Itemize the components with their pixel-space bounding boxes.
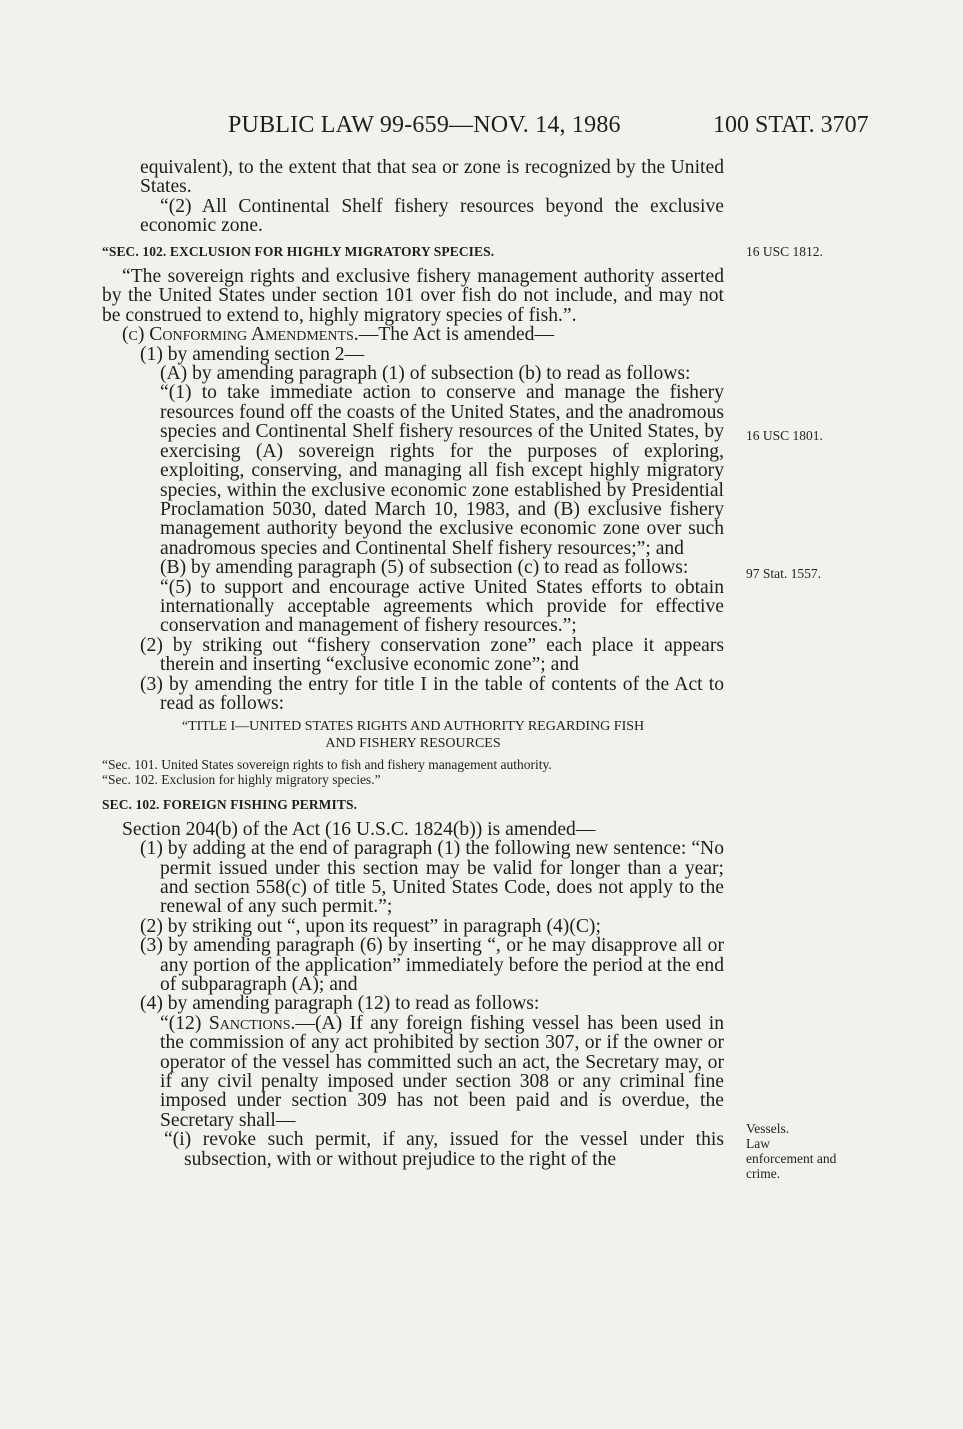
paragraph: “The sovereign rights and exclusive fishery management authority asserted by the United States under section 101 over fish do not include, and may not be construed to extend to, highly migratory species of fish.”. — [102, 266, 724, 326]
margin-note-line: crime. — [746, 1166, 781, 1181]
section-heading-102: “SEC. 102. EXCLUSION FOR HIGHLY MIGRATORY SPECIES. — [102, 243, 495, 259]
paragraph: Section 204(b) of the Act (16 U.S.C. 1824(b)) is amended— — [122, 818, 596, 840]
paragraph: equivalent), to the extent that that sea or zone is recognized by the United States. — [140, 157, 724, 198]
paragraph: “(2) All Continental Shelf fishery resources beyond the exclusive economic zone. — [140, 195, 724, 237]
sanctions-label: Sanctions. — [208, 1012, 296, 1034]
paragraph: (1) by amending section 2— — [140, 343, 365, 365]
subsection-text: —The Act is amended— — [358, 324, 555, 346]
toc-title-line: “TITLE I—UNITED STATES RIGHTS AND AUTHORITY REGARDING FISH — [181, 719, 645, 735]
body-text — [102, 158, 724, 1169]
toc-title-line: AND FISHERY RESOURCES — [325, 736, 501, 752]
margin-note-16-usc-1801: 16 USC 1801. — [746, 428, 823, 443]
paragraph: (3) by amending the entry for title I in the table of contents of the Act to read as follows: — [140, 673, 724, 714]
toc-title — [102, 718, 724, 752]
paragraph: (2) by striking out “fishery conservation zone” each place it appears therein and inserting “exclusive economic zone”; and — [140, 634, 724, 676]
toc-entry: “Sec. 102. Exclusion for highly migratory species.” — [102, 772, 381, 788]
margin-note-97-stat-1557: 97 Stat. 1557. — [746, 566, 822, 581]
running-header-title: PUBLIC LAW 99-659—NOV. 14, 1986 — [228, 112, 621, 138]
paragraph — [102, 325, 724, 344]
paragraph-quoted-1: “(1) to take immediate action to conserve and manage the fishery resources found off the coasts of the United States, and the anadromous species and Continental Shelf fishery resources of the United States, by exercising (A) sovereign rights for the purposes of exploring, exploiting, conserving, and managing all fish except highly migratory species, within the exclusive economic zone established by Presidential Proclamation 5030, dated March 10, 1983, and (B) exclusive fishery management authority beyond the exclusive economic zone over such anadromous species and Continental Shelf fishery resources;”; and — [160, 382, 724, 559]
paragraph: “(i) revoke such permit, if any, issued for the vessel under this subsection, with or without prejudice to the right of the — [164, 1129, 724, 1170]
paragraph: (1) by adding at the end of paragraph (1) the following new sentence: “No permit issued under this section may be valid for longer than a year; and section 558(c) of title 5, United States Code, does not apply to the renewal of any such permit.”; — [140, 838, 724, 918]
subsection-label: (c) Conforming Amendments. — [122, 324, 359, 346]
margin-note-16-usc-1812: 16 USC 1812. — [746, 244, 823, 259]
statute-page-number: 100 STAT. 3707 — [713, 112, 869, 138]
paragraph: (4) by amending paragraph (12) to read as follows: — [140, 993, 540, 1015]
paragraph-sanctions — [102, 1014, 724, 1130]
margin-note-line: Law — [746, 1136, 770, 1151]
paragraph: (B) by amending paragraph (5) of subsection (c) to read as follows: — [160, 557, 689, 579]
section-heading-102-foreign: SEC. 102. FOREIGN FISHING PERMITS. — [102, 797, 358, 813]
margin-note-vessels — [746, 1121, 836, 1181]
paragraph: (2) by striking out “, upon its request” in paragraph (4)(C); — [140, 915, 601, 937]
sanctions-text: —(A) If any foreign fishing vessel has been used in the commission of any act prohibited by section 307, or if the owner or operator of the vessel has committed such an act, the Secretary may, or if any civil penalty imposed under section 308 or any criminal fine imposed under section 309 has not been paid and is overdue, the Secretary shall— — [160, 1012, 724, 1131]
paragraph: (3) by amending paragraph (6) by inserting “, or he may disapprove all or any portion of the application” immediately before the period at the end of subparagraph (A); and — [140, 935, 724, 996]
toc-entry: “Sec. 101. United States sovereign rights to fish and fishery management authority. — [102, 757, 552, 773]
margin-note-line: enforcement and — [746, 1151, 837, 1166]
paragraph-quoted-5: “(5) to support and encourage active United States efforts to obtain internationally acceptable agreements which provide for effective conservation and management of fishery resources.”; — [160, 576, 724, 637]
quote-open: “(12) — [160, 1012, 209, 1034]
margin-note-line: Vessels. — [746, 1121, 790, 1136]
paragraph: (A) by amending paragraph (1) of subsection (b) to read as follows: — [160, 363, 691, 385]
